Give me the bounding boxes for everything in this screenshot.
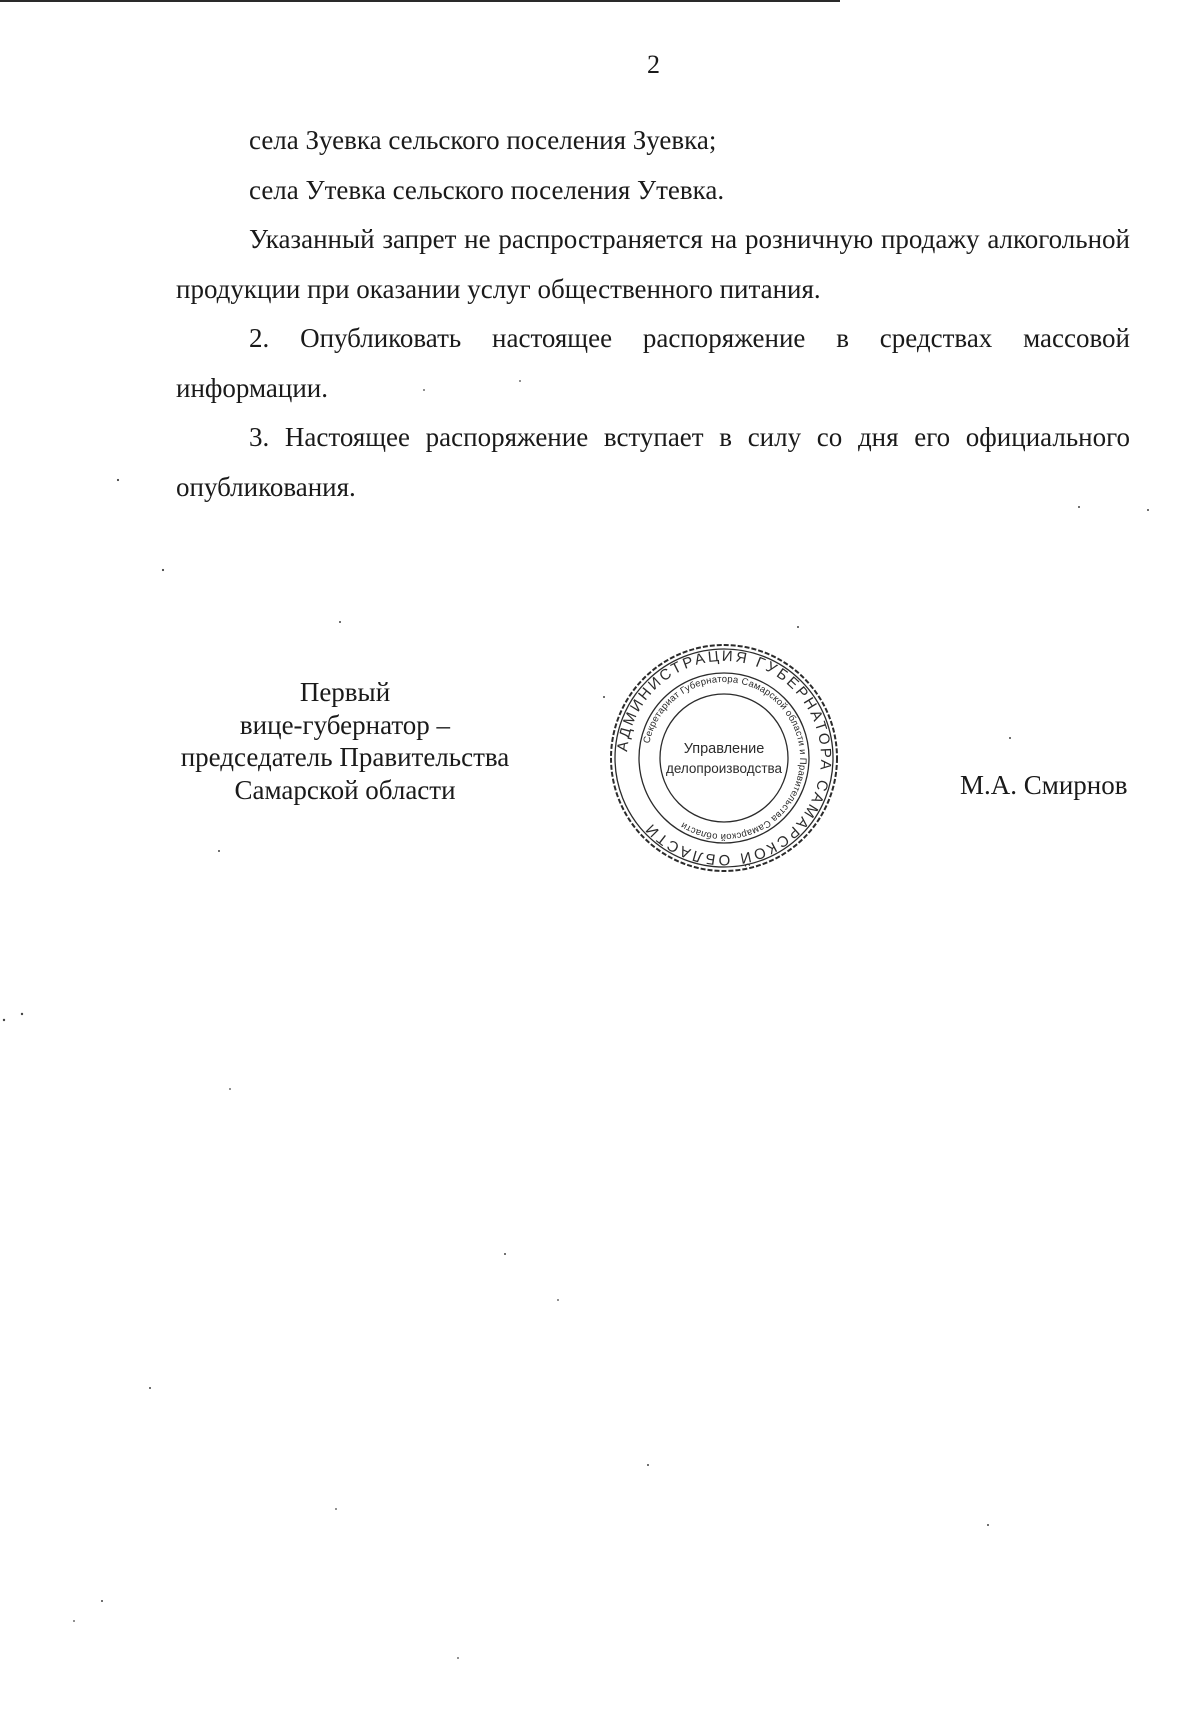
position-line: Самарской области [234,774,456,805]
position-line: вице-губернатор – [239,709,451,740]
page-number: 2 [647,50,660,79]
signer-name: М.А. Смирнов [960,770,1128,800]
seal-inner-ring [660,694,788,822]
official-seal [608,642,840,874]
paragraph: 3. Настоящее распоряжение вступает в силу со дня его официального опубликования. [176,422,1130,502]
seal-center-line: Управление [683,741,765,757]
position-line: председатель Правительства [180,742,510,772]
seal-center-line: делопроизводства [665,761,783,776]
paragraph: села Зуевка сельского поселения Зуевка; [249,125,717,155]
paragraph: 2. Опубликовать настоящее распоряжение в средствах массовой информации. [176,323,1130,403]
seal-outer-text: АДМИНИСТРАЦИЯ ГУБЕРНАТОРА САМАРСКОЙ ОБЛАСТИ [614,647,835,869]
scan-edge-line [0,0,840,2]
position-line: Первый [299,677,391,707]
seal-inner-text: Секретариат Губернатора Самарской области и Правительства Самарской области [641,673,809,843]
paragraph: Указанный запрет не распространяется на розничную продажу алкогольной продукции при оказании услуг общественного питания. [176,224,1130,304]
document-body [176,116,1130,512]
signer-position [160,676,530,806]
seal-middle-ring [639,673,809,843]
paragraph: села Утевка сельского поселения Утевка. [249,174,725,205]
